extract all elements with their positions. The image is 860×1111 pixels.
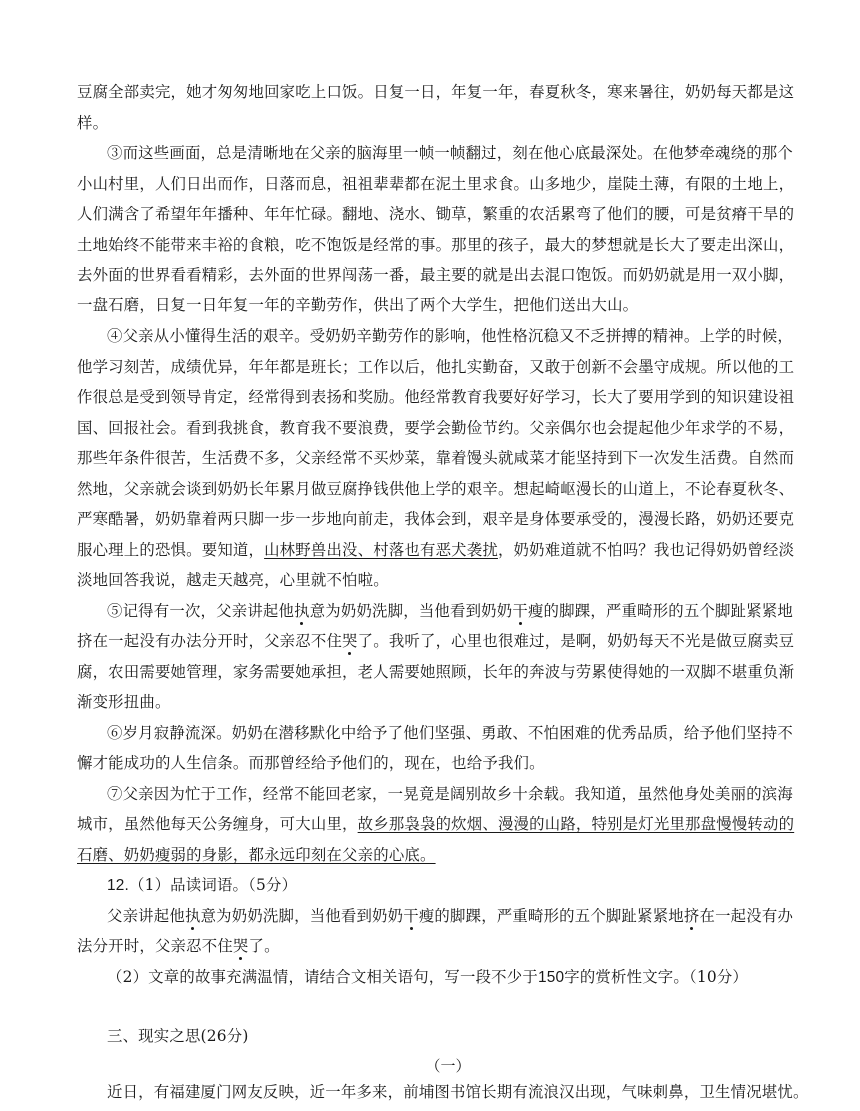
part-2-a: （2）文章的故事充满温情，请结合文相关语句，写一段不少于 xyxy=(107,968,538,986)
question-12-part-1-text: （1）品读词语。（5分） xyxy=(129,876,298,894)
para5-line-1-b: 意为奶奶洗脚，当他看到奶奶 xyxy=(309,602,513,620)
para4-line-2: 他学习刻苦，成绩优异，年年都是班长；工作以后，他扎实勤奋，又敢于创新不会墨守成规。所以他的工 xyxy=(77,358,795,376)
quote-2-a: 法分开时，父亲忍不住 xyxy=(77,937,233,955)
quote-1-b: 意为奶奶洗脚，当他看到奶奶 xyxy=(200,907,404,925)
para3-line-6: 一盘石磨，日复一日年复一年的辛勤劳作，供出了两个大学生，把他们送出大山。 xyxy=(77,296,639,314)
section-3-subheading: （一） xyxy=(425,1057,471,1075)
para4-line-1: ④父亲从小懂得生活的艰辛。受奶奶辛勤劳作的影响，他性格沉稳又不乏拼搏的精神。上学的时候， xyxy=(107,327,793,345)
quote-dotted-ku: 哭 xyxy=(232,937,249,955)
question-12-part-2 xyxy=(107,967,860,987)
para3-line-1: ③而这些画面，总是清晰地在父亲的脑海里一帧一帧翻过，刻在他心底最深处。在他梦牵魂绕的那个 xyxy=(107,144,793,162)
para4-line-6: 然地，父亲就会谈到奶奶长年累月做豆腐挣钱供他上学的艰辛。想起崎岖漫长的山道上，不论春夏秋冬、 xyxy=(77,480,795,498)
para3-line-4: 土地始终不能带来丰裕的食粮，吃不饱饭是经常的事。那里的孩子，最大的梦想就是长大了要走出深山， xyxy=(77,236,795,254)
underlined-phrase-millstone: 石磨、奶奶瘦弱的身影，都永远印刻在父亲的心底。 xyxy=(77,846,436,864)
para4-line-4: 国、回报社会。看到我挑食，教育我不要浪费，要学会勤俭节约。父亲偶尔也会提起他少年求学的不易， xyxy=(77,419,795,437)
para5-line-2-a: 挤在一起没有办法分开时，父亲忍不住 xyxy=(77,632,343,650)
para5-line-2 xyxy=(77,631,860,651)
question-12-quote-line-1 xyxy=(107,906,860,926)
para6-line-2: 懈才能成功的人生信条。而那曾经给予他们的，现在，也给予我们。 xyxy=(77,754,545,772)
para4-line-8 xyxy=(77,540,860,560)
para3-line-3: 人们满含了希望年年播种、年年忙碌。翻地、浇水、锄草，繁重的农活累弯了他们的腰，可是贫瘠干旱的 xyxy=(77,205,795,223)
quote-1-a: 父亲讲起他 xyxy=(107,907,185,925)
question-12-quote-line-2 xyxy=(77,936,860,956)
quote-1-e: 在一起没有办 xyxy=(699,907,794,925)
para7-line-2 xyxy=(77,814,860,834)
para2-line-2: 样。 xyxy=(77,114,109,132)
part-2-b: 字的赏析性文字。（10分） xyxy=(564,968,749,986)
para5-line-1-c: 瘦的脚踝，严重畸形的五个脚趾紧紧地 xyxy=(527,602,794,620)
word-count-number: 150 xyxy=(537,969,565,986)
section-3-heading: 三、现实之思(26分) xyxy=(107,1027,249,1045)
para4-line-8-end: ，奶奶难道就不怕吗？我也记得奶奶曾经淡 xyxy=(497,541,795,559)
quote-dotted-gan: 干 xyxy=(403,907,419,925)
para5-line-2-b: 了。我听了，心里也很难过，是啊，奶奶每天不光是做豆腐卖豆 xyxy=(357,632,795,650)
quote-dotted-ji: 挤 xyxy=(683,907,700,925)
dotted-word-gan: 干 xyxy=(512,602,528,620)
para7-line-1: ⑦父亲因为忙于工作，经常不能回老家，一晃竟是阔别故乡十余载。我知道，虽然他身处美丽的滨海 xyxy=(107,785,793,803)
para4-line-8-start: 服心理上的恐惧。要知道， xyxy=(77,541,265,559)
dotted-word-ku: 哭 xyxy=(342,632,358,650)
para7-line-3 xyxy=(77,845,860,865)
para2-line-1: 豆腐全部卖完，她才匆匆地回家吃上口饭。日复一日，年复一年，春夏秋冬，寒来暑往，奶奶每天都是这 xyxy=(77,83,795,101)
para7-line-2-a: 城市，虽然他每天公务缠身，可大山里， xyxy=(77,815,358,833)
para5-line-4: 渐变形扭曲。 xyxy=(77,693,171,711)
quote-2-b: 了。 xyxy=(248,937,280,955)
section-3-line-1: 近日，有福建厦门网友反映，近一年多来，前埔图书馆长期有流浪汉出现，气味刺鼻，卫生情况堪忧。 xyxy=(107,1083,809,1101)
para3-line-2: 小山村里，人们日出而作，日落而息，祖祖辈辈都在泥土里求食。山多地少，崖陡土薄，有限的土地上， xyxy=(77,175,795,193)
para6-line-1: ⑥岁月寂静流深。奶奶在潜移默化中给予了他们坚强、勇敢、不怕困难的优秀品质，给予他们坚持不 xyxy=(107,724,793,742)
para4-line-7: 严寒酷暑，奶奶靠着两只脚一步一步地向前走，我体会到，艰辛是身体要承受的，漫漫长路，奶奶还要克 xyxy=(77,510,795,528)
underlined-phrase-beasts: 山林野兽出没、村落也有恶犬袭扰 xyxy=(264,541,498,559)
question-12-part-1 xyxy=(107,875,860,895)
para5-line-3: 腐，农田需要她管理，家务需要她承担，老人需要她照顾，长年的奔波与劳累使得她的一双脚不堪重负渐 xyxy=(77,663,795,681)
para4-line-3: 作很总是受到领导肯定，经常得到表扬和奖励。他经常教育我要好好学习，长大了要用学到的知识建设祖 xyxy=(77,388,795,406)
dotted-word-zhi: 执 xyxy=(294,602,310,620)
para3-line-5: 去外面的世界看看精彩，去外面的世界闯荡一番，最主要的就是出去混口饱饭。而奶奶就是用一双小脚， xyxy=(77,266,795,284)
quote-dotted-zhi: 执 xyxy=(184,907,201,925)
para5-line-1 xyxy=(107,601,860,621)
underlined-phrase-hometown: 故乡那袅袅的炊烟、漫漫的山路，特别是灯光里那盘慢慢转动的 xyxy=(357,815,795,833)
para4-line-5: 那些年条件很苦，生活费不多，父亲经常不买炒菜，靠着馒头就咸菜才能坚持到下一次发生活费。自然而 xyxy=(77,449,795,467)
para5-line-1-a: ⑤记得有一次，父亲讲起他 xyxy=(107,602,295,620)
question-number: 12. xyxy=(107,877,129,894)
para4-line-9: 淡地回答我说，越走天越亮，心里就不怕啦。 xyxy=(77,571,389,589)
quote-1-c: 瘦的脚踝，严重畸形的五个脚趾紧紧地 xyxy=(418,907,684,925)
